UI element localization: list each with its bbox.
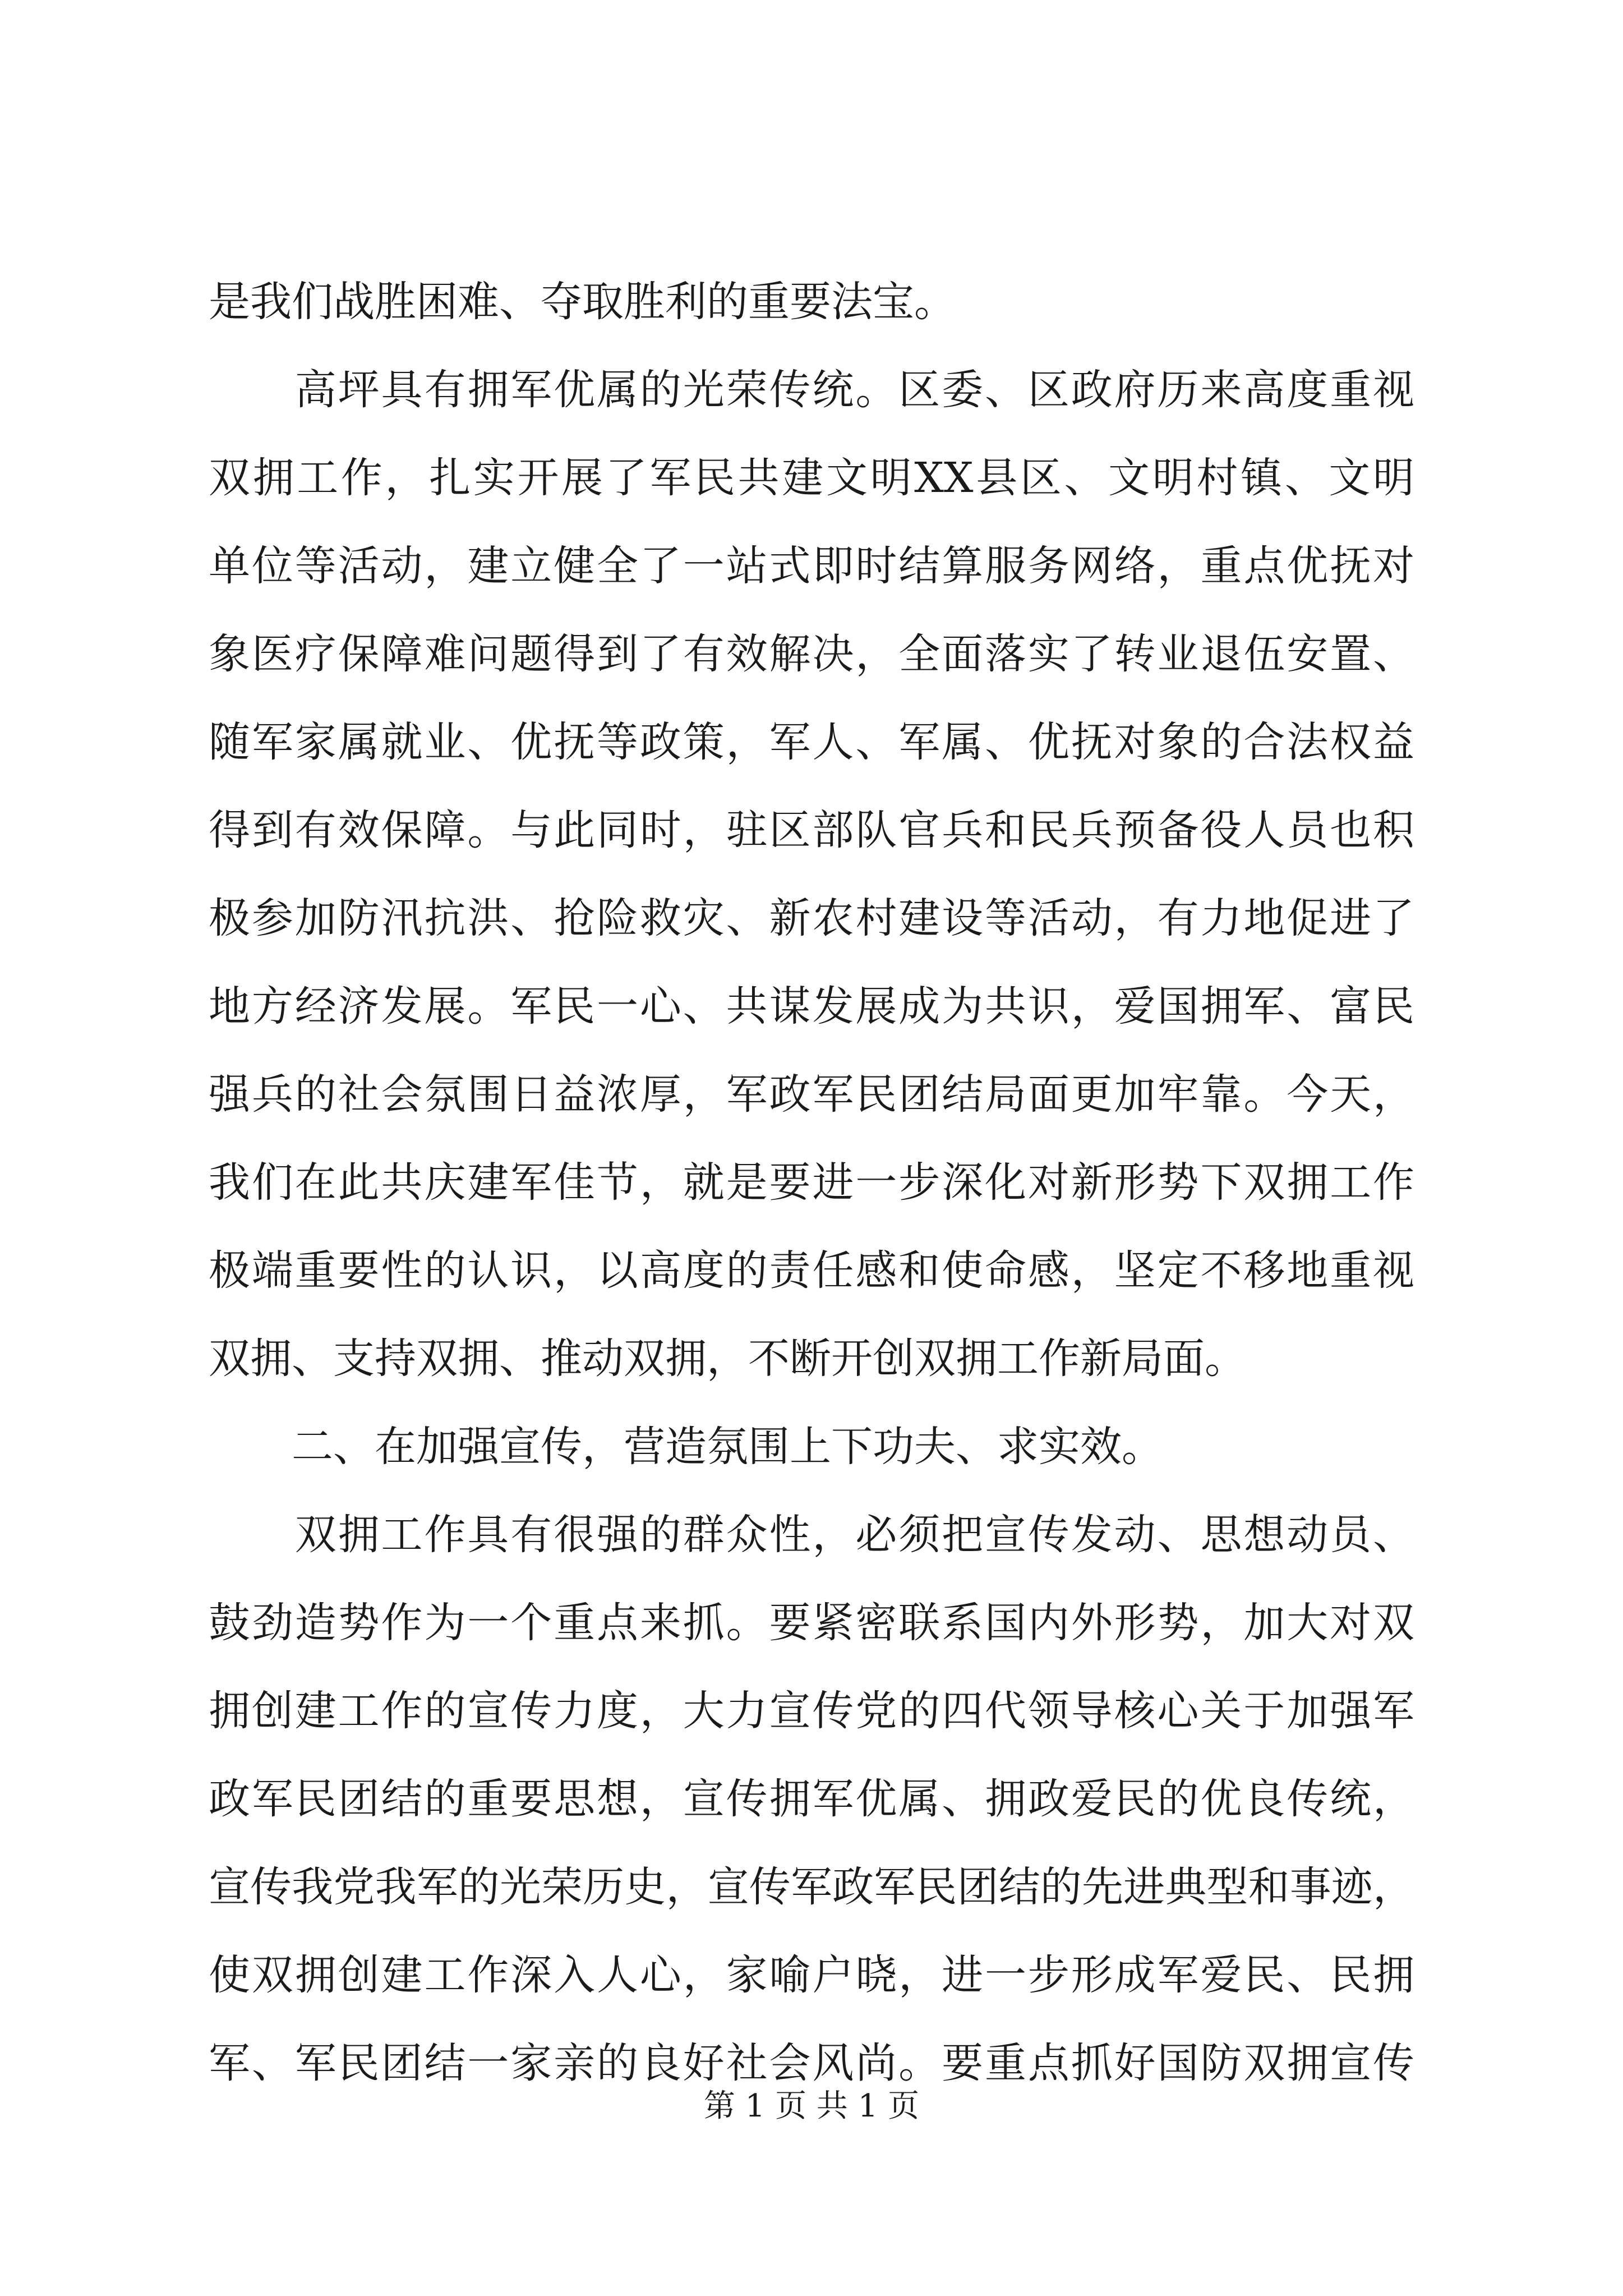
- text-line: 双拥工作，扎实开展了军民共建文明XX县区、文明村镇、文明: [209, 454, 1414, 502]
- text-line: 是我们战胜困难、夺取胜利的重要法宝。: [209, 278, 956, 326]
- text-line: 象医疗保障难问题得到了有效解决，全面落实了转业退伍安置、: [209, 630, 1414, 678]
- text-line: 地方经济发展。军民一心、共谋发展成为共识，爱国拥军、富民: [209, 982, 1414, 1030]
- text-line: 极参加防汛抗洪、抢险救灾、新农村建设等活动，有力地促进了: [209, 894, 1414, 942]
- text-line: 强兵的社会氛围日益浓厚，军政军民团结局面更加牢靠。今天，: [209, 1070, 1414, 1119]
- text-line: 军、军民团结一家亲的良好社会风尚。要重点抓好国防双拥宣传: [209, 2039, 1414, 2087]
- text-line: 极端重要性的认识，以高度的责任感和使命感，坚定不移地重视: [209, 1246, 1414, 1295]
- text-line: 鼓劲造势作为一个重点来抓。要紧密联系国内外形势，加大对双: [209, 1599, 1414, 1647]
- text-line: 拥创建工作的宣传力度，大力宣传党的四代领导核心关于加强军: [209, 1687, 1414, 1735]
- text-line: 使双拥创建工作深入人心，家喻户晓，进一步形成军爱民、民拥: [209, 1951, 1414, 1999]
- text-line: 随军家属就业、优抚等政策，军人、军属、优抚对象的合法权益: [209, 718, 1414, 766]
- text-line: 单位等活动，建立健全了一站式即时结算服务网络，重点优抚对: [209, 542, 1414, 590]
- body-text: [209, 258, 1414, 2108]
- text-line: 得到有效保障。与此同时，驻区部队官兵和民兵预备役人员也积: [209, 806, 1414, 854]
- text-line: 高坪具有拥军优属的光荣传统。区委、区政府历来高度重视: [209, 366, 1414, 414]
- text-line: 双拥、支持双拥、推动双拥，不断开创双拥工作新局面。: [209, 1335, 1246, 1383]
- text-line: 双拥工作具有很强的群众性，必须把宣传发动、思想动员、: [209, 1511, 1414, 1559]
- section-heading: 二、在加强宣传，营造氛围上下功夫、求实效。: [209, 1423, 1163, 1471]
- text-line: 政军民团结的重要思想，宣传拥军优属、拥政爱民的优良传统，: [209, 1775, 1414, 1823]
- text-line: 我们在此共庆建军佳节，就是要进一步深化对新形势下双拥工作: [209, 1158, 1414, 1207]
- page-footer: 第 1 页 共 1 页: [703, 2088, 920, 2124]
- text-line: 宣传我党我军的光荣历史，宣传军政军民团结的先进典型和事迹，: [209, 1863, 1414, 1911]
